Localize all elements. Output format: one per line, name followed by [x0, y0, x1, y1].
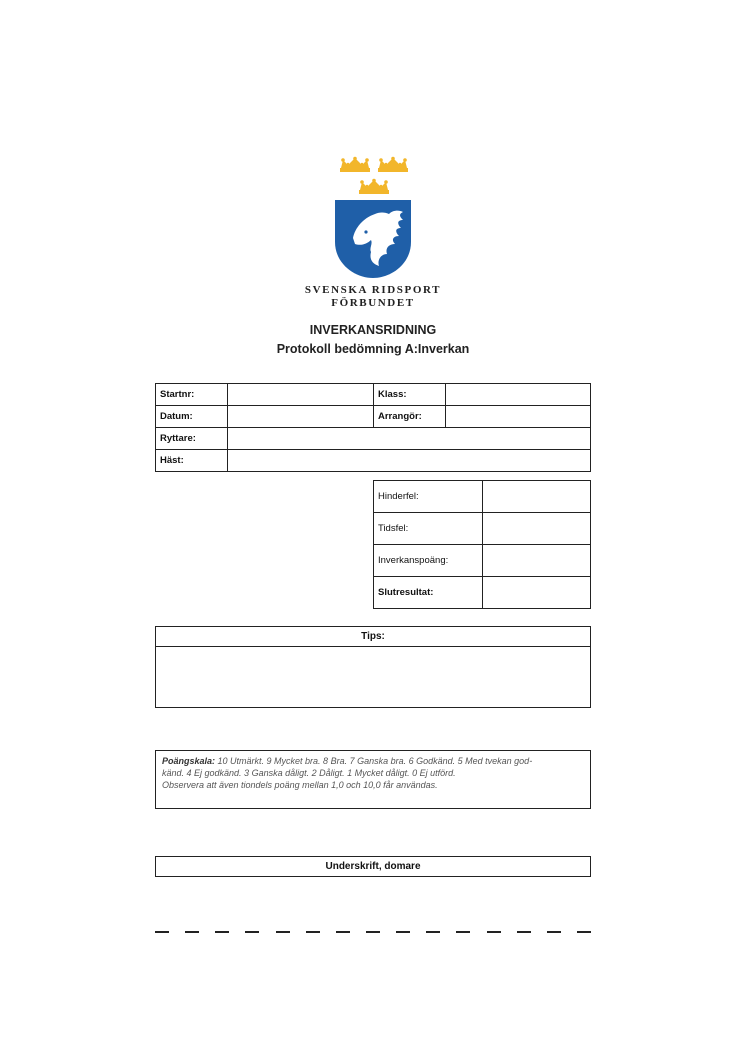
klass-field[interactable] [446, 384, 591, 406]
slutresultat-label: Slutresultat: [374, 577, 483, 609]
info-table [155, 383, 591, 472]
org-name-line1: SVENSKA RIDSPORT [304, 284, 442, 296]
org-name-line2: FÖRBUNDET [331, 297, 415, 309]
hast-label: Häst: [156, 450, 228, 472]
page-title: INVERKANSRIDNING [309, 323, 437, 337]
signature-label: Underskrift, domare [155, 856, 591, 877]
score-table [373, 480, 591, 609]
horse-shield-icon [333, 198, 413, 280]
scale-box [155, 750, 591, 809]
tidsfel-field[interactable] [483, 513, 591, 545]
hinderfel-label: Hinderfel: [374, 481, 483, 513]
klass-label: Klass: [374, 384, 446, 406]
inverkanspoang-label: Inverkanspoäng: [374, 545, 483, 577]
crowns-icon [338, 154, 410, 200]
inverkanspoang-field[interactable] [483, 545, 591, 577]
slutresultat-field[interactable] [483, 577, 591, 609]
hast-field[interactable] [228, 450, 591, 472]
ryttare-label: Ryttare: [156, 428, 228, 450]
scale-line1-text: 10 Utmärkt. 9 Mycket bra. 8 Bra. 7 Ganska bra. 6 Godkänd. 5 Med tvekan god- [215, 756, 533, 766]
scale-line1 [162, 755, 584, 767]
scale-label: Poängskala: [162, 756, 216, 766]
tidsfel-label: Tidsfel: [374, 513, 483, 545]
tips-label: Tips: [156, 627, 590, 647]
datum-label: Datum: [156, 406, 228, 428]
startnr-field[interactable] [228, 384, 374, 406]
ryttare-field[interactable] [228, 428, 591, 450]
datum-field[interactable] [228, 406, 374, 428]
arrangor-field[interactable] [446, 406, 591, 428]
startnr-label: Startnr: [156, 384, 228, 406]
tips-box [155, 626, 591, 708]
scale-line2: känd. 4 Ej godkänd. 3 Ganska dåligt. 2 Dåligt. 1 Mycket dåligt. 0 Ej utförd. [162, 768, 456, 778]
tips-field[interactable] [156, 647, 590, 708]
scale-line3: Observera att även tiondels poäng mellan 1,0 och 10,0 får användas. [162, 780, 438, 790]
arrangor-label: Arrangör: [374, 406, 446, 428]
page-subtitle: Protokoll bedömning A:Inverkan [276, 342, 470, 356]
signature-line[interactable] [155, 931, 591, 933]
hinderfel-field[interactable] [483, 481, 591, 513]
